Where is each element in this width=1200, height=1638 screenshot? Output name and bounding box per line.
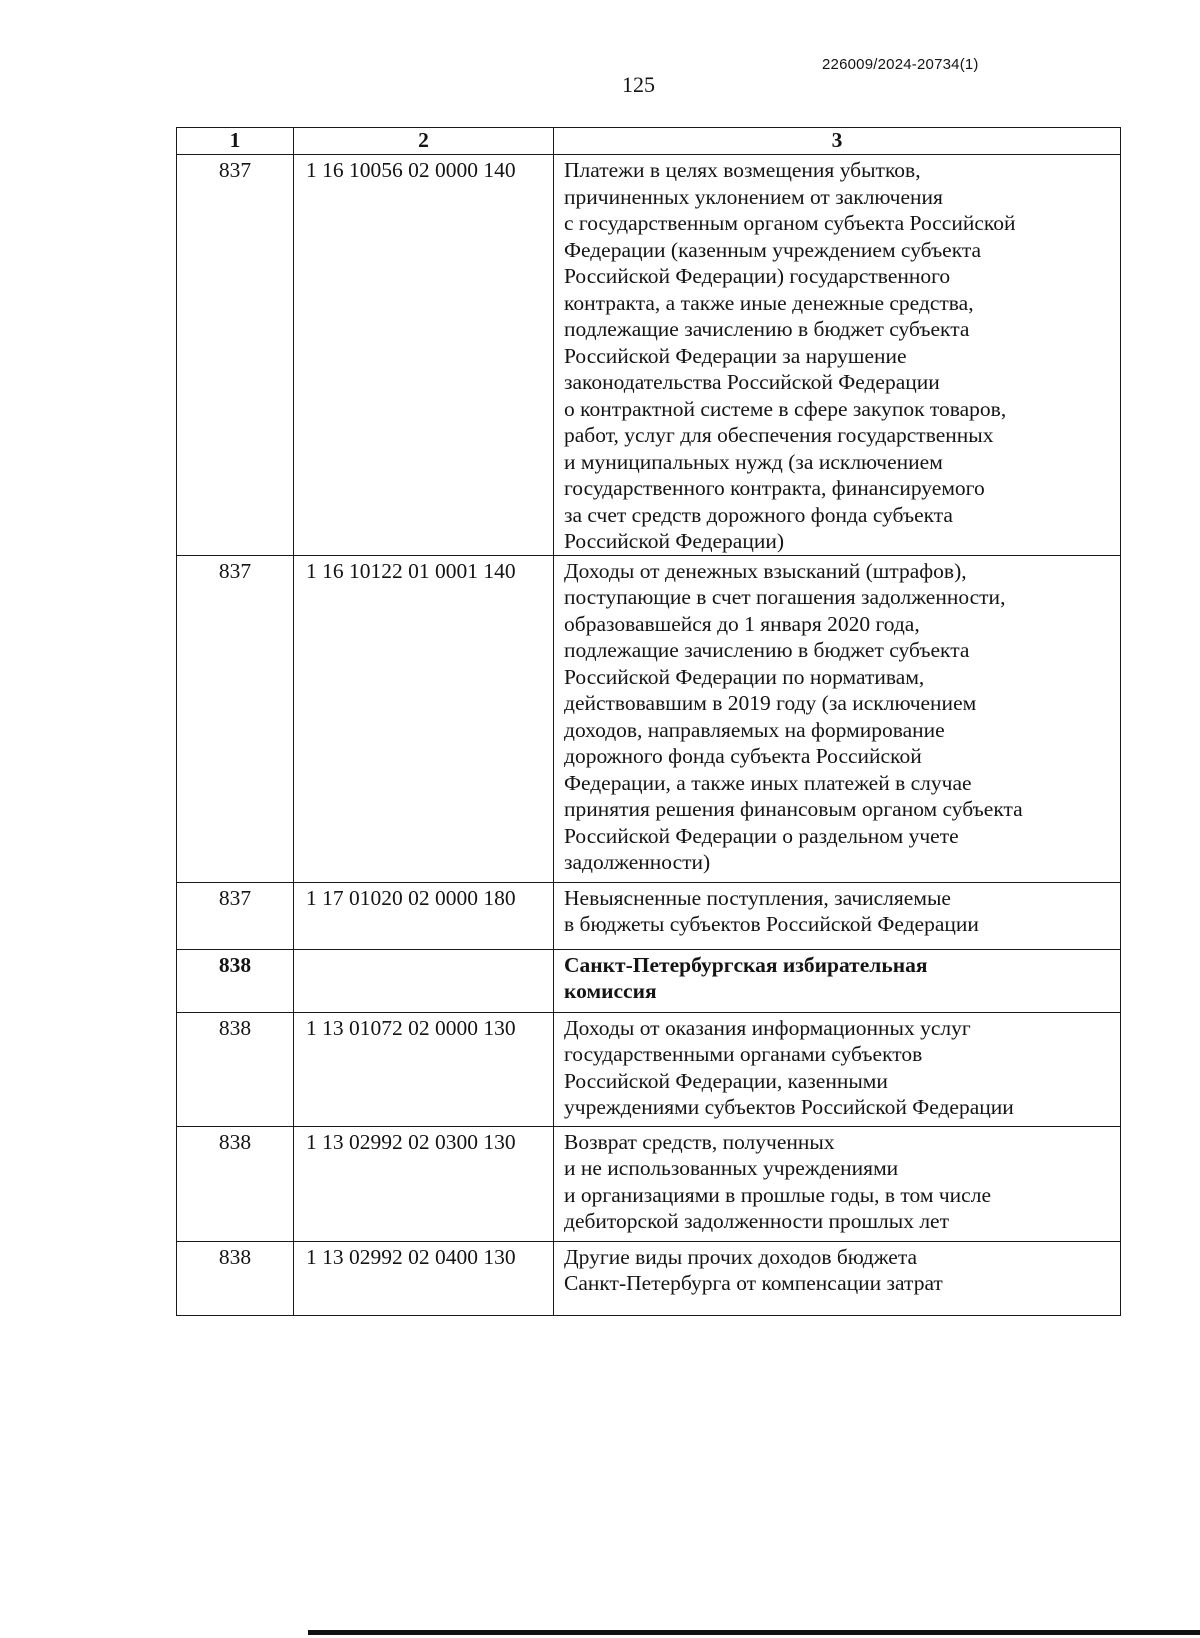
description-line: и не использованных учреждениями	[564, 1156, 899, 1180]
description-line: Платежи в целях возмещения убытков,	[564, 158, 921, 182]
description-line: контракта, а также иные денежные средства,	[564, 290, 974, 315]
description-line: дебиторской задолженности прошлых лет	[564, 1209, 949, 1233]
description-line: Другие виды прочих доходов бюджета	[564, 1244, 918, 1269]
bottom-scan-rule	[308, 1630, 1200, 1635]
description-line: дорожного фонда субъекта Российской	[564, 744, 922, 768]
table-row	[177, 1241, 1121, 1315]
description-line: Российской Федерации за нарушение	[564, 343, 907, 368]
cell-budget-classification-code: 1 16 10122 01 0001 140	[294, 555, 554, 882]
description-line: работ, услуг для обеспечения государственных	[564, 423, 994, 447]
cell-budget-classification-code: 1 13 02992 02 0300 130	[294, 1126, 554, 1241]
cell-revenue-description	[554, 1126, 1121, 1241]
description-line: с государственным органом субъекта Российской	[564, 211, 1016, 235]
description-line: государственными органами субъектов	[564, 1042, 923, 1066]
cell-budget-classification-code: 1 17 01020 02 0000 180	[294, 882, 554, 949]
description-line: подлежащие зачислению в бюджет субъекта	[564, 638, 970, 662]
column-header-2: 2	[294, 128, 554, 155]
cell-admin-code: 838	[177, 949, 294, 1012]
cell-admin-code: 837	[177, 882, 294, 949]
document-number: 226009/2024-20734(1)	[822, 56, 979, 73]
description-line: доходов, направляемых на формирование	[564, 717, 945, 742]
description-line: действовавшим в 2019 году (за исключением	[564, 691, 977, 715]
table-row	[177, 1126, 1121, 1241]
cell-admin-code: 838	[177, 1241, 294, 1315]
cell-budget-classification-code: 1 13 01072 02 0000 130	[294, 1012, 554, 1126]
cell-admin-code: 837	[177, 555, 294, 882]
description-line: Санкт-Петербурга от компенсации затрат	[564, 1271, 943, 1295]
description-line: комиссия	[564, 979, 657, 1003]
description-line: Российской Федерации о раздельном учете	[564, 823, 959, 848]
table-row	[177, 555, 1121, 882]
description-line: Доходы от денежных взысканий (штрафов),	[564, 558, 967, 583]
description-line: образовавшейся до 1 января 2020 года,	[564, 611, 920, 636]
description-line: законодательства Российской Федерации	[564, 370, 940, 394]
revenue-codes-table	[176, 127, 1121, 1316]
cell-revenue-description	[554, 882, 1121, 949]
description-line: Российской Федерации, казенными	[564, 1068, 888, 1093]
description-line: задолженности)	[564, 850, 711, 874]
cell-revenue-description	[554, 155, 1121, 556]
description-line: поступающие в счет погашения задолженности,	[564, 585, 1006, 609]
cell-budget-classification-code	[294, 949, 554, 1012]
description-line: за счет средств дорожного фонда субъекта	[564, 502, 953, 527]
table-row	[177, 882, 1121, 949]
column-header-1: 1	[177, 128, 294, 155]
cell-revenue-description	[554, 1012, 1121, 1126]
table-header	[177, 128, 1121, 155]
cell-revenue-description	[554, 949, 1121, 1012]
cell-budget-classification-code: 1 16 10056 02 0000 140	[294, 155, 554, 556]
description-line: и организациями в прошлые годы, в том числе	[564, 1182, 991, 1207]
table-row	[177, 949, 1121, 1012]
description-line: принятия решения финансовым органом субъекта	[564, 797, 1023, 821]
description-line: Федерации (казенным учреждением субъекта	[564, 237, 982, 262]
cell-revenue-description	[554, 555, 1121, 882]
table-body	[177, 155, 1121, 1316]
description-line: Российской Федерации) государственного	[564, 264, 951, 288]
description-line: Российской Федерации по нормативам,	[564, 664, 925, 689]
description-line: учреждениями субъектов Российской Федерации	[564, 1095, 1014, 1119]
description-line: Доходы от оказания информационных услуг	[564, 1015, 971, 1040]
description-line: причиненных уклонением от заключения	[564, 184, 943, 209]
cell-admin-code: 838	[177, 1012, 294, 1126]
cell-admin-code: 838	[177, 1126, 294, 1241]
page-number: 125	[622, 72, 655, 97]
description-line: в бюджеты субъектов Российской Федерации	[564, 912, 979, 936]
description-line: государственного контракта, финансируемого	[564, 476, 985, 500]
table-row	[177, 155, 1121, 556]
description-line: Федерации, а также иных платежей в случае	[564, 770, 972, 795]
table-row	[177, 1012, 1121, 1126]
description-line: Санкт-Петербургская избирательная	[564, 952, 928, 977]
description-line: и муниципальных нужд (за исключением	[564, 449, 943, 474]
column-header-3: 3	[554, 128, 1121, 155]
description-line: Возврат средств, полученных	[564, 1129, 835, 1154]
cell-budget-classification-code: 1 13 02992 02 0400 130	[294, 1241, 554, 1315]
description-line: Невыясненные поступления, зачисляемые	[564, 885, 951, 910]
description-line: о контрактной системе в сфере закупок товаров,	[564, 396, 1007, 421]
cell-admin-code: 837	[177, 155, 294, 556]
description-line: Российской Федерации)	[564, 529, 785, 553]
cell-revenue-description	[554, 1241, 1121, 1315]
description-line: подлежащие зачислению в бюджет субъекта	[564, 317, 970, 341]
